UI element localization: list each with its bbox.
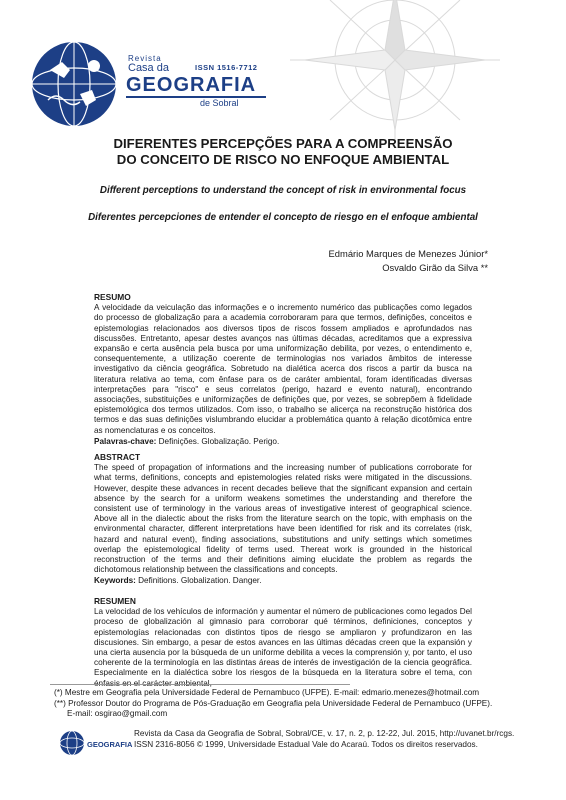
abstract-section [94, 452, 472, 587]
resumo-keywords-label: Palavras-chave: [94, 436, 157, 446]
resumen-body: La velocidad de los vehículos de información y aumentar el número de publicaciones como legados Del proceso de globalización al gimnasio para corroborar qué términos, definiciones, conceptos y epistemologías relacionadas con distintos tipos de riesgo se ampliaron y profundizaron en las discusiones. Sin embargo, a pesar de estos avances en las últimas décadas creen que la expansión y una cierta ausencia por la búsqueda de un uniforme debilita a veces la comprensión y, por tanto, el uso coherente de la terminología en las distintas áreas de interés de investigación de la ciencia geográfica. Especialmente en la dialéctica sobre los riesgos de la búsqueda en la literatura sobre el tema, con [94, 607, 472, 678]
abstract-keywords-label: Keywords: [94, 576, 136, 586]
resumen-section [94, 596, 472, 678]
logo-sobral-text: de Sobral [200, 98, 239, 108]
author-1: Edmário Marques de Menezes Júnior* [328, 248, 488, 259]
resumo-section [94, 292, 472, 447]
globe-logo-icon [30, 40, 118, 128]
author-2: Osvaldo Girão da Silva ** [382, 262, 488, 273]
article-title-line1: DIFERENTES PERCEPÇÕES PARA A COMPREENSÃO [113, 136, 453, 151]
logo-geografia-text: GEOGRAFIA [126, 74, 257, 96]
footnote-2-email: E-mail: osgirao@gmail.com [67, 709, 168, 718]
logo-issn: ISSN 1516-7712 [195, 63, 258, 72]
abstract-keywords-values: Definitions. Globalization. Danger. [138, 576, 262, 586]
logo-casa-text: Casa da [128, 62, 169, 74]
footer-logo-icon [58, 728, 133, 758]
footer-citation: Revista da Casa da Geografia de Sobral, Sobral/CE, v. 17, n. 2, p. 12-22, Jul. 2015, http://uvanet.br/rcgs. [134, 729, 515, 738]
abstract-keywords [94, 576, 472, 586]
resumen-heading: RESUMEN [94, 596, 136, 606]
journal-logo [30, 40, 270, 130]
logo-underline [126, 96, 266, 98]
footnotes [54, 688, 524, 720]
resumo-body: A velocidade da veiculação das informações e o incremento numérico das publicações como legados do processo de globalização para a academia corroboraram para que termos, definições, conceitos e epistemologias relacionados aos diversos tipos de riscos fossem ampliados e aprofundados nas discussões. Entretanto, apesar destes avanços nas últimas décadas, acreditamos que a expressiva expansão e certa ausência pela busca por uma uniformização debilita, por vezes, o entendimento e, consequentemente, a utilização coerente de terminologias nos variados âmbitos de interesse investigativo da ciência geográfica. Sobretudo na dialética acerca dos riscos a partir da busca na literatura relativa ao tema, com ênfase para os de caráter ambiental, foram identificadas diversas interpretações para "risco" e seus correlatos (perigo, hazard e evento natural), encontrando associações, substituições e uniformizações de definições que, por vezes, se sobrepõem à fidelidade epistemológica dos termos utilizados. Com isso, o trabalho se alicerça na reconstrução histórica dos termos e das suas definições vislumbrando elucidar a problemática quanto à relação dicotômica entre as nomenclaturas e os conceitos. [94, 303, 472, 435]
footnote-1: (*) Mestre em Geografia pela Universidade Federal de Pernambuco (UFPE). E-mail: edmario.menezes@hotmail.com [54, 688, 480, 697]
resumo-heading: RESUMO [94, 292, 131, 302]
abstract-heading: ABSTRACT [94, 452, 141, 462]
footer-citation-block [134, 728, 534, 750]
logo-revista-text: Revista [128, 54, 162, 63]
footer-issn: ISSN 2316-8056 © 1999, Universidade Estadual Vale do Acaraú. Todos os direitos reservados. [134, 740, 478, 749]
article-title-spanish: Diferentes percepciones de entender el concepto de riesgo en el enfoque ambiental [88, 212, 478, 223]
article-title-english: Different perceptions to understand the concept of risk in environmental focus [99, 185, 467, 196]
resumo-keywords [94, 437, 472, 447]
resumo-keywords-values: Definições. Globalização. Perigo. [158, 436, 280, 446]
abstract-body: The speed of propagation of informations and the increasing number of publications corroborate for what terms, definitions, concepts and epistemologies related risks were mitigated in the discussions. However, despite these advances in recent decades believe that the significant expansion and certain absence by the search for a uniform weakens sometimes the understanding and therefore the consistent use of terminology in the various areas of investigative interest of geographical science. Above all in the dialectic about the risks from the literature search on the topic, with emphasis on the environmental character, different interpretations have been identified for risk and its correlates (risk, hazard and natural event), finding associations, substitutions and unify settings which sometimes overlap the epistemological fidelity of terms used. Thereat work is grounded in the historical reconstruction of the terms and their definitions aiming elucidate the problem as regards the dichotomous relationship between the classifications and concepts. [94, 463, 472, 575]
article-title-line2: DO CONCEITO DE RISCO NO ENFOQUE AMBIENTAL [116, 152, 450, 167]
footnote-2: (**) Professor Doutor do Programa de Pós-Graduação em Geografia pela Universidade Federal de Pernambuco (UFPE). [54, 698, 493, 708]
footer-logo-text: GEOGRAFIA [87, 740, 133, 749]
compass-rose-watermark [230, 0, 560, 140]
footnote-divider [50, 684, 350, 685]
